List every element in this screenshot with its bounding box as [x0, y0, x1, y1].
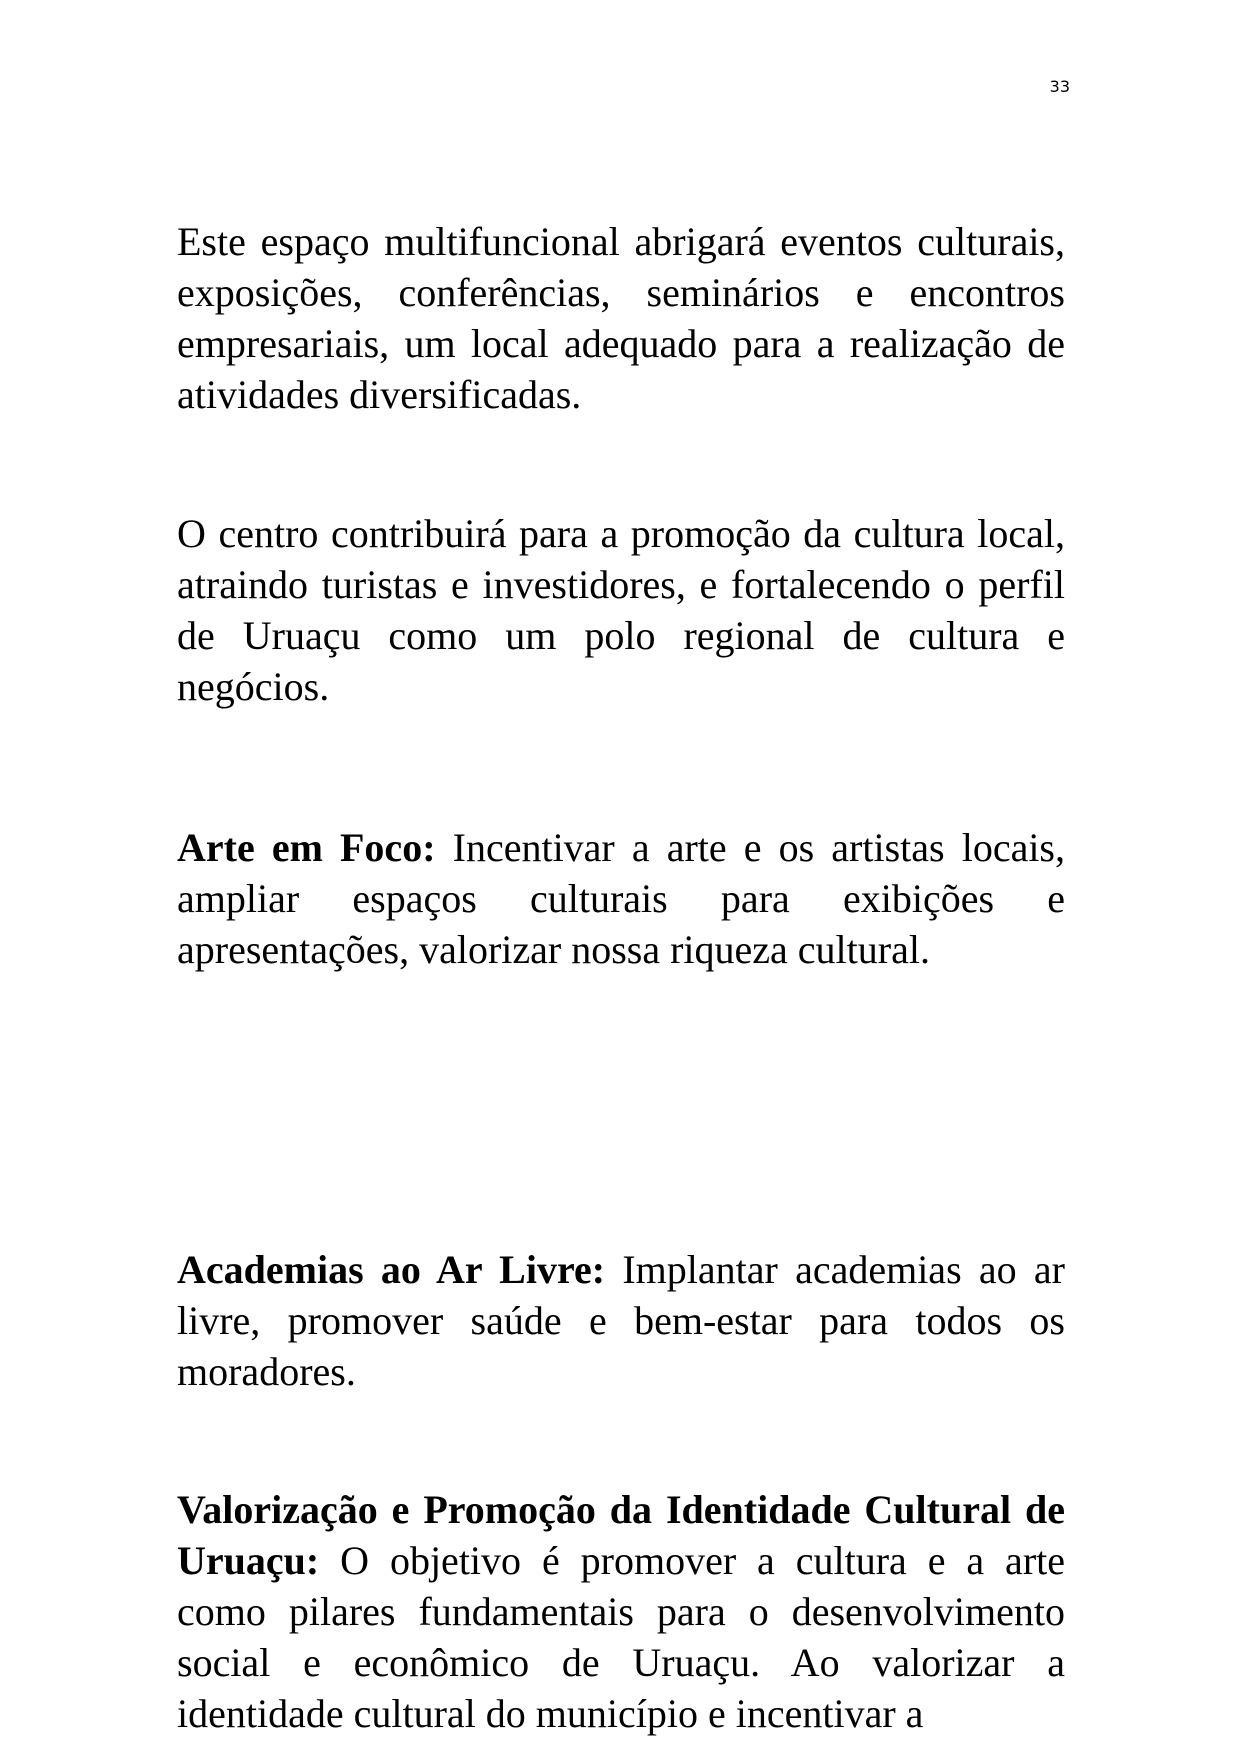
- heading-identidade-cultural: Valorização e Promoção da Identidade Cultural de Uruaçu:: [177, 1487, 1065, 1583]
- paragraph-multifunctional-space: Este espaço multifuncional abrigará eventos culturais, exposições, conferências, seminários e encontros empresariais, um local adequado para a realização de atividades diversificadas.: [177, 219, 1065, 417]
- text-arte-em-foco: Incentivar a arte e os artistas locais, ampliar espaços culturais para exibições e apresentações, valorizar nossa riqueza cultural.: [177, 825, 1066, 972]
- heading-academias-ar-livre: Academias ao Ar Livre:: [177, 1247, 606, 1292]
- page-number: 33: [1049, 77, 1070, 96]
- paragraph-academias-ar-livre: [177, 1244, 1065, 1397]
- heading-arte-em-foco: Arte em Foco:: [177, 825, 436, 870]
- text-identidade-cultural: O objetivo é promover a cultura e a arte como pilares fundamentais para o desenvolvimento social e econômico de Uruaçu. Ao valorizar a identidade cultural do município e incentivar a: [177, 1538, 1065, 1736]
- paragraph-arte-em-foco: [177, 822, 1065, 975]
- paragraph-identidade-cultural: [177, 1484, 1065, 1739]
- paragraph-cultural-center: O centro contribuirá para a promoção da cultura local, atraindo turistas e investidores, e fortalecendo o perfil de Uruaçu como um polo regional de cultura e negócios.: [177, 511, 1065, 709]
- text-academias-ar-livre: Implantar academias ao ar livre, promover saúde e bem-estar para todos os moradores.: [177, 1247, 1065, 1394]
